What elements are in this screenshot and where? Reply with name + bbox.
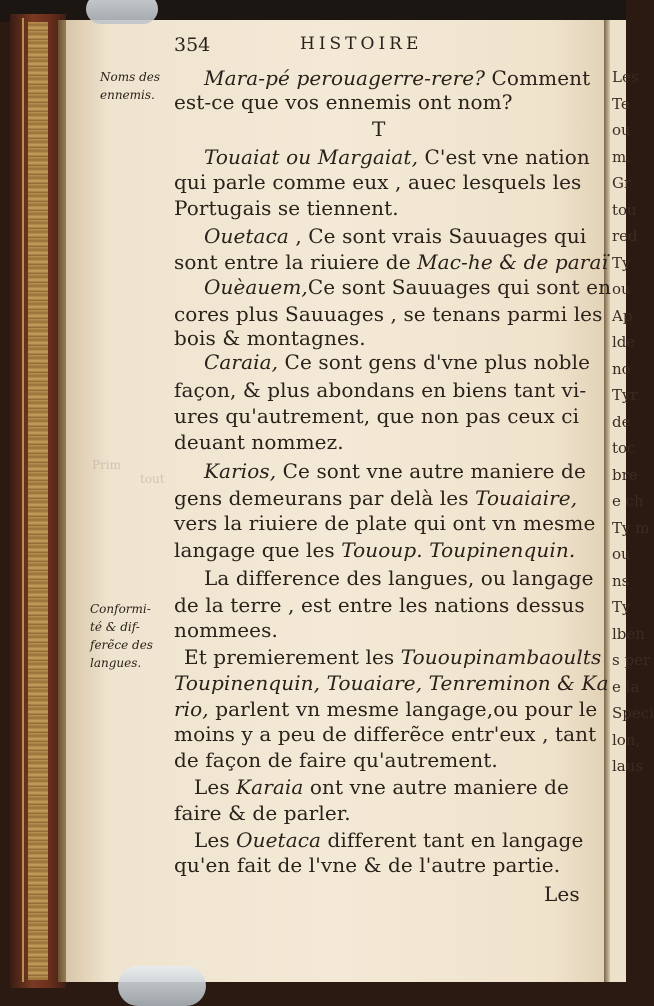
margin-note: té & dif- (90, 620, 140, 634)
text-line (174, 697, 597, 721)
text-line (204, 275, 611, 299)
facing-page-gutter (604, 20, 610, 982)
text-line (204, 459, 586, 483)
text-run: Et premierement les (184, 645, 401, 669)
facing-page-fragment: ns (612, 571, 630, 590)
text-run: C'est vne nation (418, 145, 590, 169)
text-run: nommees. (174, 618, 278, 642)
facing-page-fragment: Gr (612, 174, 632, 192)
italic-text: Ouèauem, (204, 275, 308, 299)
text-run: , Ce sont vrais Sauuages qui (288, 224, 587, 248)
text-line (194, 775, 569, 799)
text-line (184, 645, 601, 669)
margin-note: Conformi- (90, 602, 151, 616)
facing-page-fragment: ou (612, 280, 631, 298)
facing-page-fragment: bre (612, 465, 638, 484)
gilt-spine-tooling (28, 22, 48, 980)
italic-text: Touaiaire, (475, 486, 578, 510)
text-line (174, 90, 513, 114)
text-run: langage que les (174, 538, 342, 562)
facing-page-fragment: lde (612, 333, 636, 351)
italic-text: Tououp. Toupinenquin. (341, 538, 576, 562)
margin-note: ferẽce des (90, 638, 153, 652)
facing-page-fragment: laus (612, 757, 644, 775)
facing-page-edge (604, 20, 654, 982)
bleed-through-text: tout (140, 472, 165, 486)
facing-page-fragment: Les (612, 68, 639, 86)
facing-page-fragment: lon, (612, 730, 641, 749)
facing-page-fragment: s per (612, 651, 651, 669)
facing-page-fragment: ou (612, 545, 631, 563)
text-run: Les (194, 775, 237, 799)
text-run: Ce sont gens d'vne plus noble (278, 350, 590, 374)
margin-note: langues. (90, 656, 142, 670)
page-clip-bottom (118, 966, 206, 1006)
text-line (174, 196, 399, 220)
italic-text: Ouetaca (236, 828, 322, 852)
facing-page-fragment: ou (612, 121, 631, 139)
text-run: de la terre , est entre les nations dessus (174, 593, 585, 617)
italic-text: Ouetaca (204, 224, 289, 248)
text-run: sont entre la riuiere de (174, 250, 418, 274)
italic-text: Mac-he & de paraï (417, 250, 608, 274)
facing-page-fragment: Ap (612, 306, 633, 325)
facing-page-fragment: Speci (612, 704, 654, 722)
text-line (174, 593, 585, 617)
text-run: bois & montagnes. (174, 326, 366, 350)
text-run: ont vne autre maniere de (303, 775, 569, 799)
text-run: La difference des langues, ou langage (204, 566, 594, 590)
text-run: Ce sont Sauuages qui sont en (307, 275, 612, 299)
running-title: HISTOIRE (300, 34, 423, 54)
text-line (174, 404, 579, 428)
italic-text: Touaiat ou Margaiat, (204, 145, 419, 169)
text-line (204, 66, 590, 90)
italic-text: Caraia, (204, 350, 279, 374)
facing-page-fragment: e ch (612, 492, 644, 510)
text-run: parlent vn mesme langage,ou pour le (208, 697, 598, 721)
text-line (174, 302, 602, 326)
text-run: qu'en fait de l'vne & de l'autre partie. (174, 853, 561, 877)
text-line (174, 801, 351, 825)
text-line (174, 378, 586, 402)
page-clip-top (86, 0, 158, 24)
text-run: faire & de parler. (174, 801, 351, 825)
text-run: cores plus Sauuages , se tenans parmi les (174, 302, 603, 326)
text-run: Ce sont vne autre maniere de (276, 459, 586, 483)
text-run: moins y a peu de differẽce entr'eux , tant (174, 722, 597, 746)
text-line (204, 566, 594, 590)
italic-text: rio, (174, 697, 209, 721)
text-run: Portugais se tiennent. (174, 196, 399, 220)
text-run: façon, & plus abondans en biens tant vi- (174, 378, 587, 402)
text-run: Comment (485, 66, 591, 90)
text-run: gens demeurans par delà les (174, 486, 476, 510)
text-line (174, 853, 560, 877)
facing-page-fragment: no (612, 359, 631, 378)
facing-page-fragment: Ty (612, 598, 631, 616)
text-run: Les (544, 882, 580, 906)
text-line (544, 882, 580, 906)
italic-text: Karios, (204, 459, 277, 483)
facing-page-fragment: Te (612, 94, 630, 113)
bleed-through-text: Prim (92, 458, 122, 472)
text-line (174, 748, 498, 772)
text-run: vers la riuiere de plate qui ont vn mesme (174, 511, 596, 535)
text-line (174, 250, 608, 274)
text-line (204, 224, 586, 248)
italic-text: Tououpinambaoults (400, 645, 602, 669)
page-number: 354 (174, 34, 211, 56)
facing-page-fragment: red (612, 227, 638, 245)
text-line (174, 538, 575, 562)
text-run: T (372, 117, 386, 141)
text-line (204, 145, 590, 169)
text-line (174, 486, 577, 510)
text-line (174, 511, 595, 535)
text-line (174, 326, 366, 350)
text-run: deuant nommez. (174, 430, 344, 454)
text-run: est-ce que vos ennemis ont nom? (174, 90, 513, 114)
text-run: ures qu'autrement, que non pas ceux ci (174, 404, 580, 428)
facing-page-fragment: de (612, 412, 631, 431)
italic-text: Mara-pé perouagerre-rere? (204, 66, 486, 90)
text-run: Les (194, 828, 237, 852)
text-line (372, 117, 385, 141)
text-line (174, 671, 609, 695)
margin-note: Noms des (100, 70, 161, 84)
text-run: different tant en langage (321, 828, 584, 852)
text-line (174, 618, 278, 642)
facing-page-fragment: e la (612, 677, 640, 696)
facing-page-fragment: Ty m (612, 518, 650, 537)
facing-page-fragment: Tyr (612, 386, 638, 404)
text-line (174, 722, 596, 746)
facing-page-fragment: toc (612, 439, 636, 457)
text-line (194, 828, 583, 852)
text-run: de façon de faire qu'autrement. (174, 748, 498, 772)
italic-text: Karaia (236, 775, 304, 799)
gilt-border-line (22, 18, 24, 982)
facing-page-fragment: Ty (612, 253, 631, 272)
text-line (204, 350, 590, 374)
text-line (174, 170, 581, 194)
text-run: qui parle comme eux , auec lesquels les (174, 170, 582, 194)
italic-text: Toupinenquin, Touaiare, Tenreminon & Ka (174, 671, 609, 695)
facing-page-fragment: tou (612, 200, 637, 219)
margin-note: ennemis. (100, 88, 155, 102)
facing-page-fragment: lben (612, 624, 645, 643)
text-line (174, 430, 344, 454)
facing-page-fragment: m. (612, 147, 631, 166)
